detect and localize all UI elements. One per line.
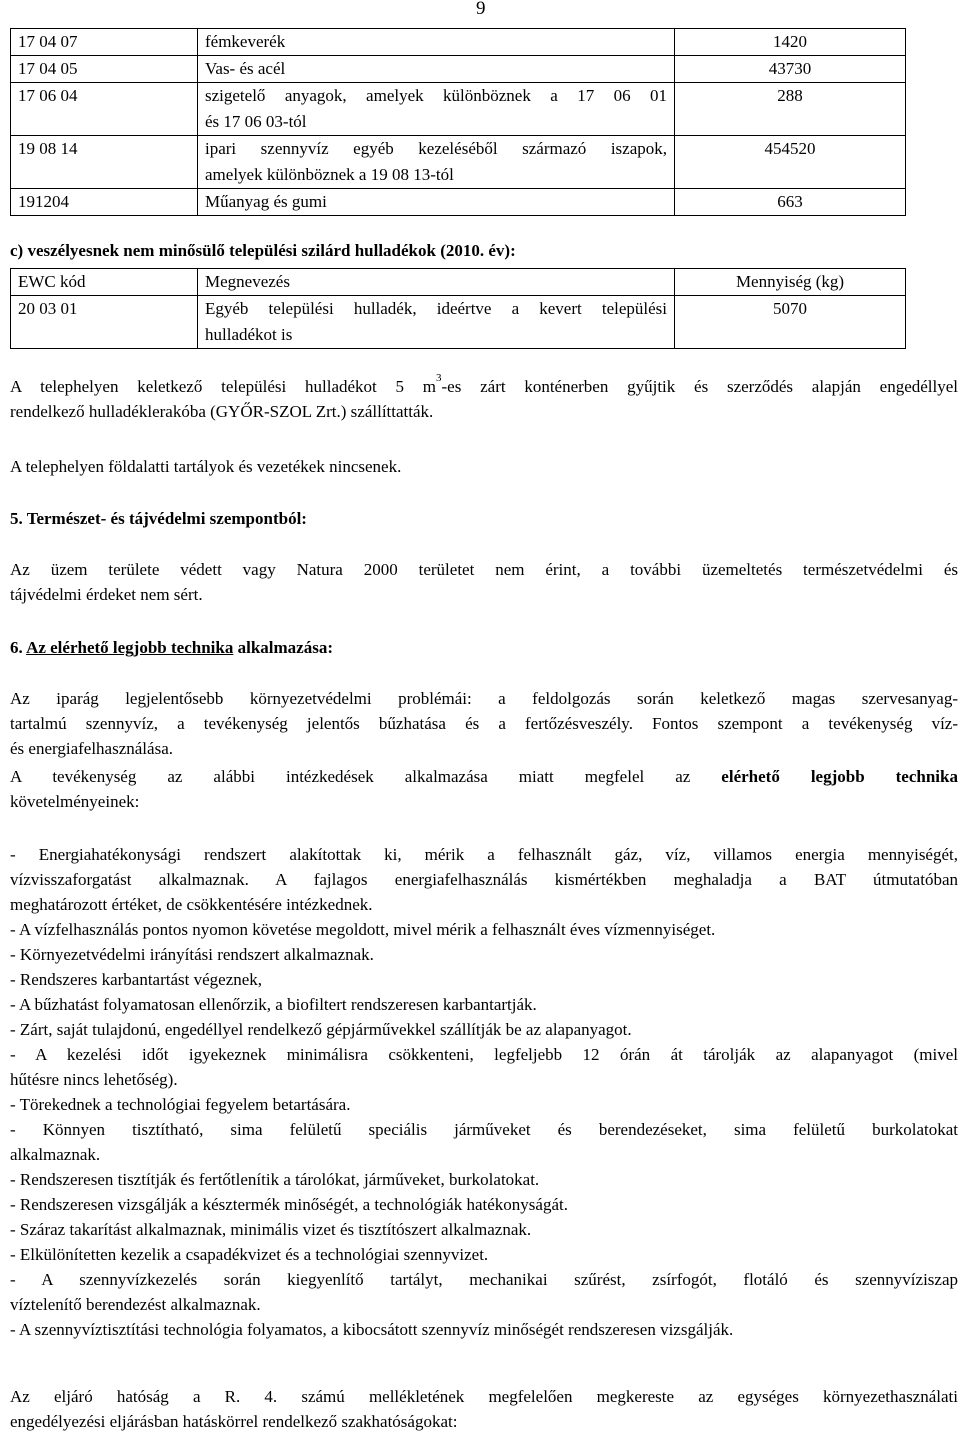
section-5-heading: 5. Természet- és tájvédelmi szempontból: — [10, 509, 307, 528]
table-header-row — [11, 269, 906, 296]
waste-name-cell — [198, 29, 675, 56]
section-5-line1: Az üzem területe védett vagy Natura 2000 területet nem érint, a további üzemeltetés természetvédelmi és — [10, 560, 958, 579]
measure-line: - Könnyen tisztítható, sima felületű speciális járműveket és berendezéseket, sima felületű burkolatokat — [10, 1120, 958, 1139]
waste-name-cell — [198, 136, 675, 189]
list-item — [10, 1217, 958, 1242]
measure-line: hűtésre nincs lehetőség). — [10, 1070, 178, 1089]
header-quantity: Mennyiség (kg) — [675, 269, 906, 296]
measure-line: - A szennyvízkezelés során kiegyenlítő tartályt, mechanikai szűrést, zsírfogót, flotáló és szennyvíziszap — [10, 1270, 958, 1289]
list-item — [10, 1242, 958, 1267]
list-item — [10, 917, 958, 942]
list-item — [10, 1192, 958, 1217]
paragraph-container-collection — [10, 374, 958, 424]
quantity-cell: 288 — [675, 83, 906, 136]
ewc-code-cell: 17 06 04 — [11, 83, 198, 136]
ewc-code-cell: 17 04 05 — [11, 56, 198, 83]
section-6-number: 6. — [10, 638, 27, 657]
waste-name-cell — [198, 83, 675, 136]
waste-name-line: és 17 06 03-tól — [205, 112, 307, 131]
paragraph-underground-tanks: A telephelyen földalatti tartályok és vezetékek nincsenek. — [10, 457, 402, 476]
container-text-part2: -es zárt konténerben gyűjtik és szerződés alapján engedéllyel — [441, 377, 958, 396]
measure-line: - Törekednek a technológiai fegyelem betartására. — [10, 1095, 351, 1114]
closing-line: Az eljáró hatóság a R. 4. számú mellékletének megfelelően megkereste az egységes környezethasználati — [10, 1387, 958, 1406]
section-5-text — [10, 557, 958, 607]
measure-line: - Rendszeresen vizsgálják a késztermék minőségét, a technológiák hatékonyságát. — [10, 1195, 568, 1214]
waste-name-line: Műanyag és gumi — [205, 192, 327, 211]
header-ewc-code: EWC kód — [11, 269, 198, 296]
measure-line: meghatározott értéket, de csökkentésére intézkednek. — [10, 895, 373, 914]
ewc-code-cell: 20 03 01 — [11, 296, 198, 349]
section-6-heading — [10, 635, 958, 660]
quantity-cell: 663 — [675, 189, 906, 216]
measure-line: - Zárt, saját tulajdonú, engedéllyel rendelkező gépjárművekkel szállítják be az alapanyagot. — [10, 1020, 632, 1039]
list-item — [10, 1167, 958, 1192]
waste-name-line: fémkeverék — [205, 32, 286, 51]
waste-table-2 — [10, 268, 906, 349]
section-6-suffix: alkalmazása: — [233, 638, 333, 657]
container-text-part1: A telephelyen keletkező települési hulladékot 5 m — [10, 377, 437, 396]
measure-line: - A bűzhatást folyamatosan ellenőrzik, a biofiltert rendszeresen karbantartják. — [10, 995, 537, 1014]
table-row — [11, 189, 906, 216]
quantity-cell: 1420 — [675, 29, 906, 56]
closing-paragraph — [10, 1384, 958, 1434]
bat-prefix: A tevékenység az alábbi intézkedések alkalmazása miatt megfelel az — [10, 767, 722, 786]
waste-table-1 — [10, 28, 906, 216]
waste-name-line: amelyek különböznek a 19 08 13-tól — [205, 165, 454, 184]
waste-name-line: hulladékot is — [205, 325, 293, 344]
list-item — [10, 842, 958, 917]
list-item — [10, 1117, 958, 1167]
measure-line: - A vízfelhasználás pontos nyomon követése megoldott, mivel mérik a felhasznált éves vízmennyiséget. — [10, 920, 716, 939]
waste-name-cell — [198, 296, 675, 349]
container-text-line2: rendelkező hulladéklerakóba (GYŐR-SZOL Zrt.) szállíttatták. — [10, 402, 434, 421]
waste-name-line: Vas- és acél — [205, 59, 286, 78]
measure-line: - Elkülönítetten kezelik a csapadékvizet és a technológiai szennyvizet. — [10, 1245, 489, 1264]
section-c-heading: c) veszélyesnek nem minősülő települési szilárd hulladékok (2010. év): — [10, 241, 516, 260]
table-row — [11, 83, 906, 136]
list-item — [10, 942, 958, 967]
table-row — [11, 296, 906, 349]
intro-line: tartalmú szennyvíz, a tevékenység jelentős bűzhatása és a fertőzésveszély. Fontos szempont a tevékenység víz- — [10, 714, 958, 733]
measure-line: - A szennyvíztisztítási technológia folyamatos, a kibocsátott szennyvíz minőségét rendszeresen vizsgálják. — [10, 1320, 734, 1339]
ewc-code-cell: 191204 — [11, 189, 198, 216]
measure-line: - Rendszeres karbantartást végeznek, — [10, 970, 263, 989]
list-item — [10, 1267, 958, 1317]
section-5-line2: tájvédelmi érdeket nem sért. — [10, 585, 203, 604]
list-item — [10, 1092, 958, 1117]
waste-name-line: Egyéb települési hulladék, ideértve a kevert települési — [205, 299, 667, 318]
page-number: 9 — [476, 0, 486, 19]
measures-list — [10, 842, 958, 1342]
list-item — [10, 967, 958, 992]
table-row — [11, 56, 906, 83]
quantity-cell: 454520 — [675, 136, 906, 189]
measure-line: - Száraz takarítást alkalmaznak, minimális vizet és tisztítószert alkalmaznak. — [10, 1220, 532, 1239]
table-row — [11, 136, 906, 189]
superscript-3: 3 — [436, 372, 442, 384]
waste-name-cell — [198, 56, 675, 83]
ewc-code-cell: 17 04 07 — [11, 29, 198, 56]
measure-line: vízvisszaforgatást alkalmaznak. A fajlagos energiafelhasználás kismértékben meghaladja a BAT útmutatóban — [10, 870, 958, 889]
section-6-underlined: Az elérhető legjobb technika — [26, 638, 234, 657]
intro-line: Az iparág legjelentősebb környezetvédelmi problémái: a feldolgozás során keletkező magas szervesanyag- — [10, 689, 958, 708]
quantity-cell: 43730 — [675, 56, 906, 83]
header-name: Megnevezés — [198, 269, 675, 296]
ewc-code-cell: 19 08 14 — [11, 136, 198, 189]
closing-line: engedélyezési eljárásban hatáskörrel rendelkező szakhatóságokat: — [10, 1412, 458, 1431]
quantity-cell: 5070 — [675, 296, 906, 349]
waste-name-cell — [198, 189, 675, 216]
section-6-intro — [10, 686, 958, 761]
measure-line: alkalmaznak. — [10, 1145, 101, 1164]
table-row — [11, 29, 906, 56]
measure-line: - Energiahatékonysági rendszert alakítottak ki, mérik a felhasznált gáz, víz, villamos energia mennyiségét, — [10, 845, 958, 864]
list-item — [10, 992, 958, 1017]
list-item — [10, 1317, 958, 1342]
list-item — [10, 1042, 958, 1092]
bat-statement — [10, 764, 958, 814]
waste-name-line: szigetelő anyagok, amelyek különböznek a 17 06 01 — [205, 86, 667, 105]
bat-bold-text: elérhető legjobb technika — [721, 767, 958, 786]
measure-line: - A kezelési időt igyekeznek minimálisra csökkenteni, legfeljebb 12 órán át tárolják az alapanyagot (mivel — [10, 1045, 958, 1064]
intro-line: és energiafelhasználása. — [10, 739, 173, 758]
measure-line: - Rendszeresen tisztítják és fertőtlenítik a tárolókat, járműveket, burkolatokat. — [10, 1170, 540, 1189]
waste-name-line: ipari szennyvíz egyéb kezeléséből származó iszapok, — [205, 139, 667, 158]
measure-line: - Környezetvédelmi irányítási rendszert alkalmaznak. — [10, 945, 374, 964]
measure-line: víztelenítő berendezést alkalmaznak. — [10, 1295, 261, 1314]
list-item — [10, 1017, 958, 1042]
bat-line2: követelményeinek: — [10, 792, 140, 811]
